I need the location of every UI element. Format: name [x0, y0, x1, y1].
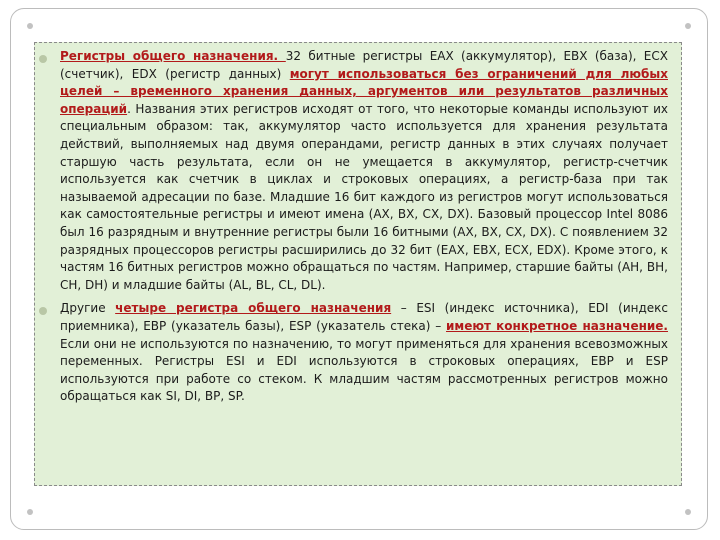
bullet-list: [34, 48, 682, 412]
body-text: 32 битные регистры EAX (аккумулятор), EBX (база), ECX (счетчик), EDX (регистр данных): [60, 49, 668, 81]
bullet-paragraph: [60, 300, 668, 406]
body-text: . Названия этих регистров исходят от того, что некоторые команды используют их специальным образом: так, аккумулятор часто используется для хранения результата действий, выполняемых над двумя операндами, регистр данных в этих случаях получает старшую часть результата, если он не умещается в аккумулятор, регистр-счетчик используется как счетчик в циклах и строковых операциях, а регистр-база при так называемой адресации по базе. Младшие 16 бит каждого из регистров могут использоваться как самостоятельные регистры и имеют имена (AX, BX, CX, DX). Базовый процессор Intel 8086 был 16 разрядным и внутренние регистры были 16 битными (AX, BX, CX, DX). С появлением 32 разрядных процессоров регистры расширились до 32 бит (EAX, EBX, ECX, EDX). Кроме этого, к частям 16 битных регистров можно обращаться по частям. Например, старшие байты (AH, BH, CH, DH) и младшие байты (AL, BL, CL, DL).: [60, 101, 668, 292]
bullet-marker: [39, 55, 47, 63]
body-text: – ESI (индекс источника), EDI (индекс приемника), EBP (указатель базы), ESP (указатель стека) –: [60, 301, 668, 333]
body-text: Другие: [60, 301, 116, 316]
corner-dot: [685, 23, 691, 29]
bullet-paragraph: [60, 48, 668, 294]
body-text: Если они не используются по назначению, то могут применяться для хранения всевозможных переменных. Регистры ESI и EDI используются в строковых операциях, EBP и ESP используются при работе со стеком. К младшим частям рассмотренных регистров можно обращаться как SI, DI, BP, SP.: [60, 336, 668, 404]
corner-dot: [27, 23, 33, 29]
highlight-text: Регистры общего назначения.: [60, 49, 286, 63]
highlight-text: имеют конкретное назначение.: [446, 318, 668, 333]
corner-dot: [27, 509, 33, 515]
bullet-item: [34, 48, 682, 294]
bullet-marker: [39, 307, 47, 315]
highlight-text: четыре регистра общего назначения: [115, 301, 392, 316]
highlight-text: могут использоваться без ограничений для любых целей – временного хранения данных, аргументов или результатов различных операций: [60, 66, 668, 116]
bullet-item: [34, 300, 682, 406]
corner-dot: [685, 509, 691, 515]
